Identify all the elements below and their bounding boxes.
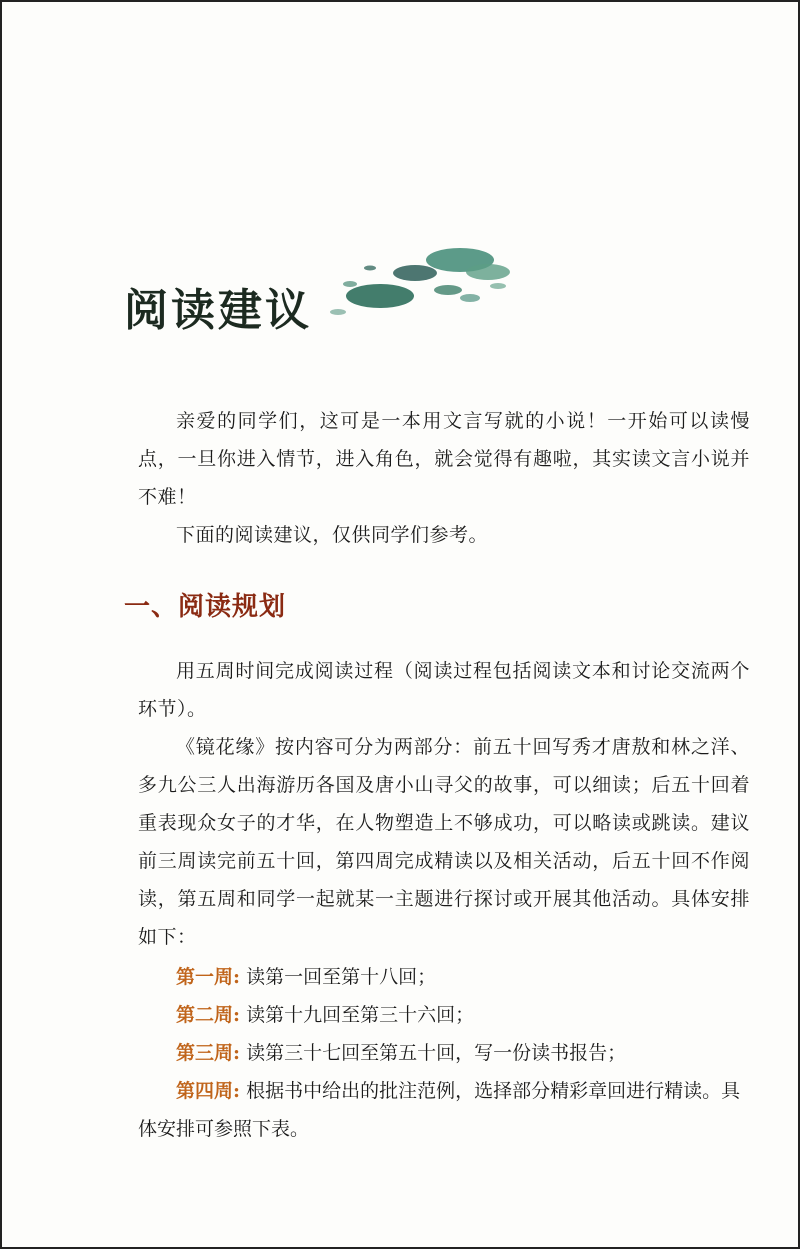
intro-paragraph-2: 下面的阅读建议，仅供同学们参考。 [176,524,489,546]
week-text: 根据书中给出的批注范例，选择部分精彩章回进行精读。具体安排可参照下表。 [138,1080,741,1140]
schedule-week-4 [138,1072,758,1148]
schedule-week-2 [138,996,758,1034]
section-heading-reading-plan: 一、阅读规划 [124,592,287,622]
intro-paragraph-1: 亲爱的同学们，这可是一本用文言写就的小说！一开始可以读慢点，一旦你进入情节，进入角色，就会觉得有趣啦，其实读文言小说并不难！ [138,410,750,508]
plan-paragraph-1: 用五周时间完成阅读过程（阅读过程包括阅读文本和讨论交流两个环节）。 [138,660,750,720]
lotus-leaves-decoration [320,238,520,338]
week-label: 第一周: [176,966,241,988]
week-text: 读第十九回至第三十六回； [246,1004,475,1026]
week-text: 读第三十七回至第五十回，写一份读书报告； [246,1042,627,1064]
week-label: 第四周: [176,1080,241,1102]
plan-paragraph-2: 《镜花缘》按内容可分为两部分：前五十回写秀才唐敖和林之洋、多九公三人出海游历各国及唐小山寻父的故事，可以细读；后五十回着重表现众女子的才华，在人物塑造上不够成功，可以略读或跳读。建议前三周读完前五十回，第四周完成精读以及相关活动，后五十回不作阅读，第五周和同学一起就某一主题进行探讨或开展其他活动。具体安排如下： [138,736,750,948]
week-label: 第二周: [176,1004,241,1026]
schedule-week-3 [138,1034,758,1072]
schedule-week-1 [138,958,758,996]
week-label: 第三周: [176,1042,241,1064]
page-title: 阅读建议 [124,285,312,336]
week-text: 读第一回至第十八回； [246,966,437,988]
